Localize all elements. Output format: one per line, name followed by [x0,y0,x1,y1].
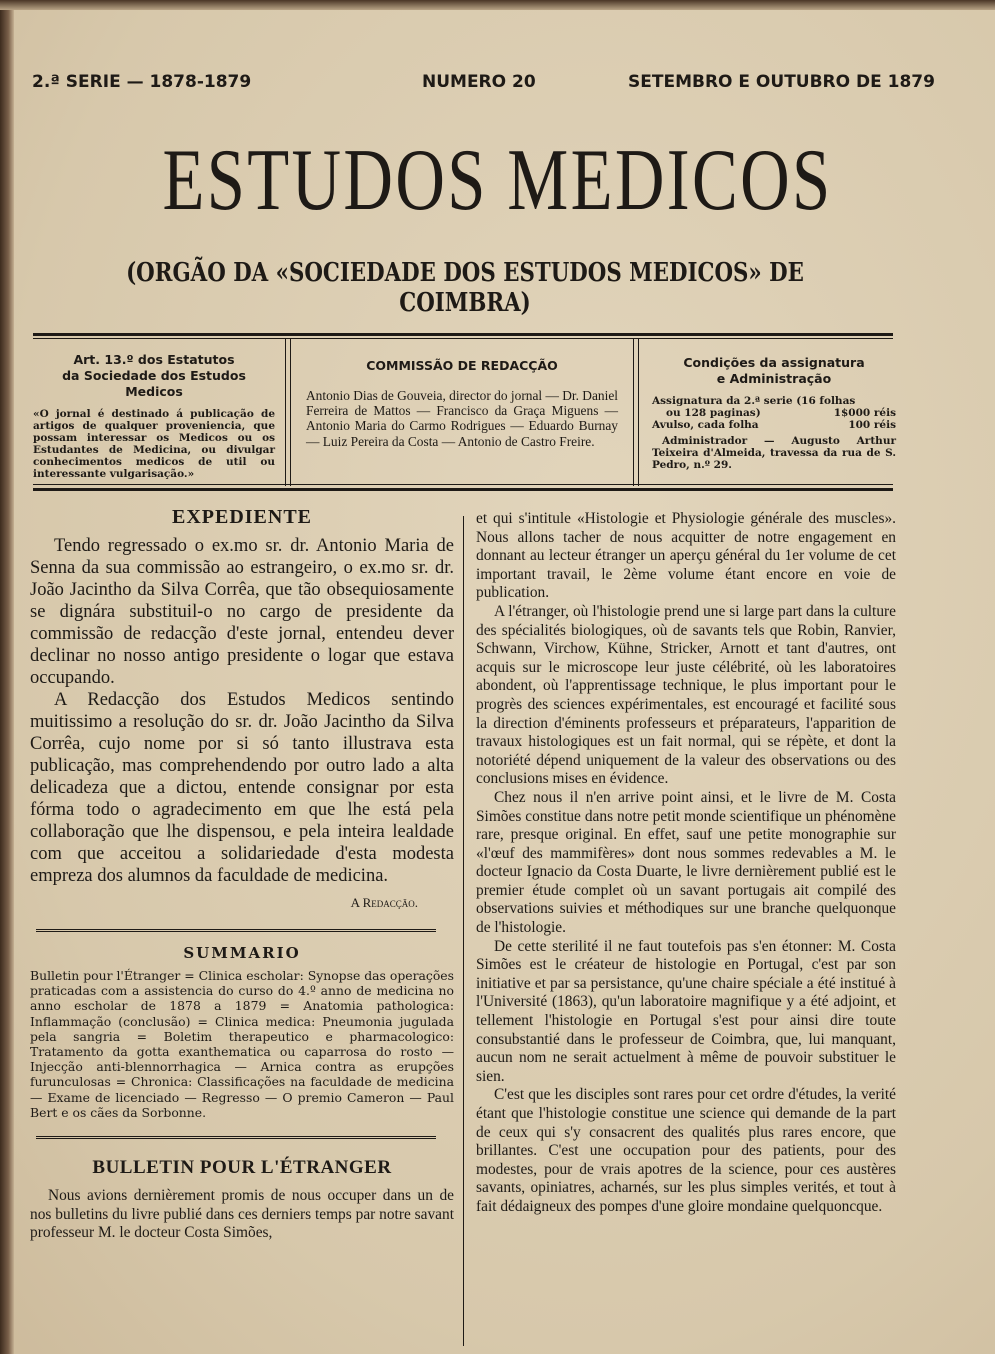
condicoes-title-1: Condições da assignatura [683,355,865,370]
bulletin-paragraph-3: Chez nous il n'en arrive point ainsi, et le livre de M. Costa Simões constitue dans notre petit monde scientifique un phénomène rare, presque original. En effet, sauf une petite monographie sur «l'œuf des mammifères» dont nous sommes redevables a M. le docteur Ignacio da Costa Duarte, le livre dernièrement publié est le premier étude complet où un savant portugais ait compilé des observations suivies et méthodiques sur une branche quelquonque de l'histologie. [476,788,896,937]
condicoes-line2-label: ou 128 paginas) [666,407,761,419]
info-bottom-rule-thin [33,484,893,485]
condicoes-box [652,355,896,471]
estatutos-box [33,352,275,480]
condicoes-line1: Assignatura da 2.ª serie (16 folhas [652,395,856,407]
bulletin-paragraph-1: Nous avions dernièrement promis de nous occuper dans un de nos bulletins du livre publié dans ces derniers temps par notre savant professeur M. le docteur Costa Simões, [30,1187,454,1242]
issue-header [32,72,935,98]
serie-label: 2.ª SERIE — 1878-1879 [32,72,252,92]
binding-top-edge [0,0,995,10]
info-divider-2 [633,338,634,486]
masthead-subtitle: (ORGÃO DA «SOCIEDADE DOS ESTUDOS MEDICOS» DE COIMBRA) [126,258,804,318]
condicoes-line3-label: Avulso, cada folha [652,419,759,431]
left-column [30,506,454,1243]
estatutos-text: «O jornal é destinado á publicação de artigos de qualquer proveniencia, que possam interessar os Medicos ou os Estudantes de Medicina, ou divulgar conhecimentos medicos de util ou interessante vulgarisação.» [33,408,275,480]
expediente-signature: A Redacção. [350,895,418,910]
summario-bottom-rule [36,1136,436,1139]
condicoes-title-2: e Administração [716,371,832,386]
info-divider-2b [638,338,639,486]
info-bottom-rule [33,488,893,491]
issue-number: NUMERO 20 [422,72,536,92]
bulletin-paragraph-5: C'est que les disciples sont rares pour cet ordre d'études, la verité étant que l'histologie constitue une science qui demande de la part de ceux qui s'y consacrent des qualités plus rares encore, que brillantes. C'est une occupation pour des patients, pour des modestes, pour de vrais apotres de la science, pour ces austères savants, opiniatres, acharnés, sur les plus simples verités, et tout à fait dédaigneux des pompes d'une gloire mondaine quelquoncque. [476,1086,896,1215]
bulletin-paragraph-4: De cette sterilité il ne faut toutefois pas s'en étonner: M. Costa Simões est le créateur de histologie en Portugal, c'est par son initiative et par sa persistance, qu'une chaire spéciale a été institué à l'Université (1863), qu'un laboratoire magnifique y a été adjoint, et tellement l'histologie en Portugal s'est pour ainsi dire toute consubstantié dans le professeur de Coimbra, que, lui manquant, aucun nom ne serait actuelment à même de pouvoir substituer le sien. [476,937,896,1085]
summario-rule [36,929,436,932]
info-divider-1 [285,338,286,486]
commissao-text: Antonio Dias de Gouveia, director do jornal — Dr. Daniel Ferreira de Mattos — Francisco da Graça Miguens — Antonio Maria do Carmo Rodrigues — Eduardo Burnay — Luiz Pereira da Costa — Antonio de Castro Freire. [306,388,618,449]
bulletin-paragraph-2: A l'étranger, où l'histologie prend une si large part dans la culture des spécialités biologiques, où de savants tels que Robin, Ranvier, Schwann, Virchow, Kühne, Stricker, Arnott et tant d'autres, ont acquis sur le microscope leur juste célébrité, où les laboratoires abondent, où l'apprentissage technique, le plus important pour le progrès des sciences expérimentales, est encouragé et facilité sous la direction d'éminents professeurs et préparateurs, l'apparition de travaux histologiques est un fait normal, qui se répète, et dont la notoriété dépend uniquement de la valeur des observations ou des conclusions mises en évidence. [476,602,896,788]
binding-edge [0,0,14,1354]
condicoes-line3-value: 100 réis [848,419,896,431]
estatutos-title-2: da Sociedade dos Estudos Medicos [62,368,246,399]
top-rule [33,333,893,336]
expediente-title: EXPEDIENTE [171,506,313,528]
expediente-paragraph-1: Tendo regressado o ex.mo sr. dr. Antonio Maria de Senna da sua commissão ao estrangeiro, o ex.mo sr. dr. João Jacintho da Silva Corrêa, que tão obsequiosamente se dignára substituil-o no cargo de presidente da commissão de redacção d'este jornal, entendeu dever declinar no nosso antigo presidente o logar que estava occupando. [30,536,454,688]
condicoes-line3 [652,419,896,431]
condicoes-line2 [652,407,896,419]
bulletin-title: BULLETIN POUR L'ÉTRANGER [92,1157,392,1179]
commissao-box [306,358,618,449]
bulletin-paragraph-1-continued: et qui s'intitule «Histologie et Physiologie générale des muscles». Nous allons tacher de nous acquitter de notre engagement en donnant au lecteur étranger un aperçu général du 1er volume de cet important travail, le 2ème volume étant encore en voie de publication. [476,510,896,602]
top-rule-thin [33,338,893,339]
masthead-title: ESTUDOS MEDICOS [162,132,833,229]
condicoes-line2-value: 1$000 réis [833,407,896,419]
info-divider-1b [290,338,291,486]
condicoes-admin: Administrador — Augusto Arthur Teixeira d'Almeida, travessa da rua de S. Pedro, n.º 29. [652,435,896,471]
issue-date: SETEMBRO E OUTUBRO DE 1879 [628,72,935,92]
column-divider [463,516,464,1346]
right-column [476,510,896,1217]
summario-text: Bulletin pour l'Étranger = Clinica escholar: Synopse das operações praticadas com a assistencia do curso do 4.º anno de medicina no anno escholar de 1878 a 1879 = Anatomia pathologica: Inflammação (conclusão) = Clinica medica: Pneumonia jugulada pela sangria = Boletim therapeutico e pharmacologico: Tratamento da gotta exanthematica ou caparrosa do rosto — Injecção anti-blennorrhagica — Arnica contra as erupções furunculosas = Chronica: Classificações na faculdade de medicina — Exame de licenciado — Regresso — O premio Cameron — Paul Bert e os cães da Sorbonne. [30,968,454,1120]
summario-title: SUMMARIO [183,944,301,962]
estatutos-title-1: Art. 13.º dos Estatutos [73,352,235,367]
commissao-title: COMMISSÃO DE REDACÇÃO [366,358,558,373]
expediente-paragraph-2: A Redacção dos Estudos Medicos sentindo muitissimo a resolução do sr. dr. João Jacintho da Silva Corrêa, cujo nome por si só tanto illustrava esta publicação, mas comprehendendo por outro lado a alta delicadeza que a dictou, entende consignar por esta fórma todo o agradecimento em que lhe está pela collaboração que lhe dispensou, e pela inteira lealdade com que acceitou a solidariedade d'esta modesta empreza dos alumnos da faculdade de medicina. [30,690,454,886]
